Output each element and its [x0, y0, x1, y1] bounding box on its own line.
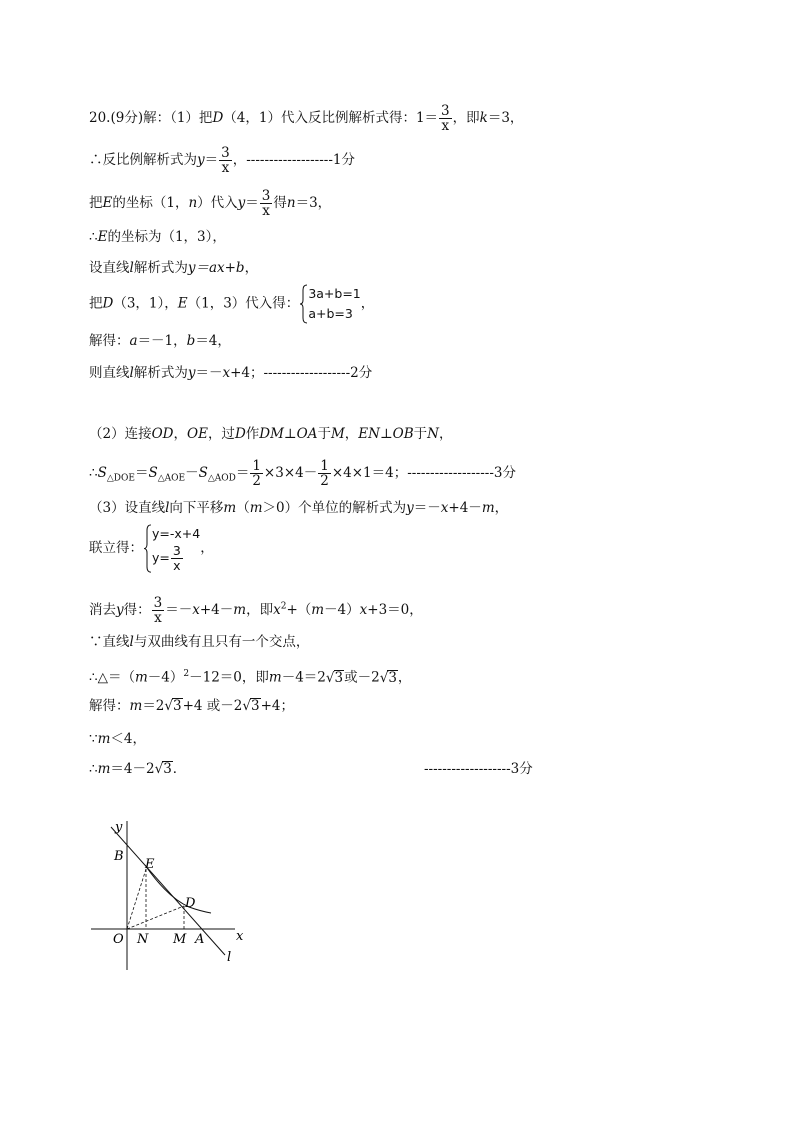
text: y= [152, 550, 170, 565]
numerator: 1 [320, 458, 329, 474]
text: 20.(9分)解：（1）把 [89, 110, 213, 126]
numerator: 3 [261, 188, 271, 204]
var-D: D [102, 295, 114, 312]
text: ⊥ [379, 426, 393, 442]
text: 消去 [89, 602, 116, 618]
solution-line-18 [89, 761, 186, 777]
segment-OD [127, 906, 184, 929]
denominator: 2 [252, 473, 261, 489]
label-A: A [195, 932, 205, 947]
var-m: m [233, 602, 247, 618]
denominator: x [154, 610, 162, 626]
var-m: m [129, 698, 143, 714]
solution-line-8 [89, 365, 372, 381]
text: +（ [286, 602, 312, 618]
equation-2 [152, 544, 200, 573]
text: 解得： [89, 698, 130, 714]
numerator: 3 [441, 103, 450, 119]
var-x: x [359, 602, 368, 618]
solution-line-5 [89, 260, 258, 276]
text: ）代入 [197, 195, 238, 211]
text: ∴ [89, 229, 98, 245]
text: （1，3）代入得： [187, 295, 300, 312]
text: ⊥ [283, 426, 297, 442]
equation-2: a+b=3 [308, 306, 353, 321]
label-x: x [236, 929, 244, 944]
var-n: n [188, 195, 198, 211]
denominator: x [262, 203, 270, 219]
solution-line-13 [89, 596, 423, 625]
text: ∴ [89, 761, 98, 777]
var-x: x [273, 602, 281, 618]
var-S: S [148, 465, 158, 481]
var-x: x [222, 365, 231, 381]
text: （3，1）， [113, 295, 178, 312]
text: ， [360, 295, 375, 312]
denominator: x [441, 118, 450, 134]
text: ， [344, 426, 359, 442]
text: ，即 [452, 110, 480, 126]
numerator: 3 [172, 543, 181, 558]
var-y: y [116, 602, 124, 618]
subscript: △DOE [106, 473, 135, 484]
text: 得 [273, 195, 287, 211]
radical-sign: √ [325, 669, 335, 686]
text: 解析式为 [133, 260, 188, 276]
text: ∵直线 [89, 634, 130, 650]
text: 解得： [89, 333, 130, 349]
text: ， [438, 426, 453, 442]
text: 向下平移 [169, 500, 224, 516]
numerator: 3 [153, 595, 163, 611]
var-l: l [129, 634, 134, 650]
solution-line-6 [89, 284, 374, 324]
text: ＝ [134, 465, 149, 481]
text: －4） [324, 602, 360, 618]
var-x: x [192, 602, 200, 618]
label-l: l [227, 950, 232, 965]
denominator: 2 [320, 473, 329, 489]
var-m: m [134, 669, 148, 686]
text: ＝3， [487, 110, 524, 126]
text: 于 [317, 426, 331, 442]
label-M: M [173, 932, 187, 947]
text: ∴△＝（ [89, 669, 135, 686]
var-y: y [197, 152, 205, 168]
solution-line-7 [89, 333, 231, 349]
text: （ [236, 500, 250, 516]
var-DM: DM [259, 426, 284, 442]
numerator: 1 [252, 458, 261, 474]
var-M: M [330, 426, 345, 442]
geometry-figure [85, 815, 255, 975]
text: 与双曲线有且只有一个交点， [133, 634, 310, 650]
var-E: E [102, 195, 113, 211]
var-E: E [177, 295, 188, 312]
solution-line-4 [89, 229, 226, 245]
subscript: △AOE [157, 473, 186, 484]
subscript: △AOD [207, 473, 236, 484]
text: ＝4－2 [110, 761, 155, 777]
text: ＝－ [413, 500, 441, 516]
text: ＞0）个单位的解析式为 [262, 500, 407, 516]
fraction [152, 596, 165, 625]
var-b: b [186, 333, 196, 349]
radicand: 3 [334, 669, 344, 686]
var-N: N [427, 426, 439, 442]
radicand: 3 [163, 761, 172, 777]
var-x: x [440, 500, 449, 516]
text: -------------------3分 [424, 761, 533, 777]
solution-line-12 [89, 524, 214, 573]
text: ×3×4－ [263, 465, 318, 481]
text: ∵ [89, 731, 98, 747]
radicand: 3 [388, 669, 397, 686]
segment-OE [127, 869, 146, 929]
var-m: m [97, 761, 111, 777]
var-S: S [198, 465, 208, 481]
radical-sign: √ [154, 761, 164, 777]
label-N: N [137, 932, 149, 947]
text: 或－2 [344, 669, 380, 686]
var-OA: OA [296, 426, 318, 442]
text: －12＝0，即 [189, 669, 269, 686]
text: ＝－ [165, 602, 193, 618]
text: +4；-------------------2分 [230, 365, 373, 381]
text: ×4×1＝4；-------------------3分 [331, 465, 516, 481]
equation-system [143, 524, 200, 573]
fraction [171, 544, 183, 573]
line-l [111, 827, 225, 955]
text: ， [200, 540, 214, 556]
radical-sign: √ [164, 698, 174, 714]
equation-1: y=-x+4 [152, 526, 201, 541]
text: ∴反比例解析式为 [89, 152, 197, 168]
text: +4； [260, 698, 294, 714]
text: ， [397, 669, 412, 686]
var-m: m [249, 500, 263, 516]
var-y: y [406, 500, 414, 516]
radical-sign: √ [379, 669, 389, 686]
text: ＝ [235, 465, 250, 481]
label-E: E [145, 857, 155, 872]
text: （4，1）代入反比例解析式得：1＝ [223, 110, 439, 126]
text: ∴ [89, 465, 98, 481]
text: （2）连接 [89, 426, 152, 442]
solution-line-10 [89, 459, 516, 488]
var-l: l [129, 365, 134, 381]
var-OE: OE [187, 426, 208, 442]
denominator: x [173, 558, 181, 573]
text: 的坐标（1， [112, 195, 189, 211]
solution-line-15 [89, 666, 411, 686]
solution-line-17 [89, 731, 146, 747]
equation: y＝ax+b [187, 260, 245, 276]
solution-line-1 [89, 104, 523, 133]
fraction [439, 104, 452, 133]
radical-sign: √ [242, 698, 251, 714]
solution-line-11 [89, 500, 508, 516]
superscript: 2 [183, 669, 190, 679]
text: ， [244, 260, 259, 276]
text: +3＝0， [367, 602, 423, 618]
text: ＜4， [110, 731, 146, 747]
fraction [219, 146, 232, 175]
text: 的坐标为（1，3）， [107, 229, 226, 245]
var-D: D [212, 110, 224, 126]
text: 作 [245, 426, 260, 442]
text: 把 [89, 295, 103, 312]
var-a: a [129, 333, 138, 349]
score-mark [424, 761, 533, 777]
brace-icon [299, 284, 308, 324]
fraction [318, 459, 331, 488]
var-k: k [479, 110, 488, 126]
text: 得： [123, 602, 151, 618]
text: ＝2 [142, 698, 165, 714]
numerator: 3 [221, 145, 230, 161]
solution-line-14 [89, 634, 309, 650]
text: 设直线 [89, 260, 130, 276]
label-D: D [185, 896, 196, 911]
text: +4 或－2 [182, 698, 243, 714]
superscript: 2 [280, 601, 287, 612]
text: +4－ [199, 602, 234, 618]
text: ， [173, 426, 187, 442]
text: 把 [89, 195, 103, 211]
var-m: m [223, 500, 237, 516]
text: ＝－1， [137, 333, 187, 349]
solution-line-3 [89, 189, 331, 218]
text: 解析式为 [133, 365, 188, 381]
fraction [260, 189, 273, 218]
var-OD: OD [151, 426, 174, 442]
var-y: y [187, 365, 196, 381]
solution-line-2 [89, 146, 355, 175]
var-n: n [286, 195, 296, 211]
text: －4＝2 [281, 669, 326, 686]
var-m: m [311, 602, 325, 618]
equation-1: 3a+b=1 [308, 286, 361, 301]
text: ，-------------------1分 [232, 152, 355, 168]
var-l: l [165, 500, 170, 516]
text: ＝－ [195, 365, 223, 381]
fraction [250, 459, 263, 488]
text: ＝ [204, 152, 219, 168]
radicand: 3 [251, 698, 260, 714]
hyperbola-curve [145, 865, 211, 913]
var-OB: OB [392, 426, 414, 442]
text: ，过 [207, 426, 235, 442]
text: ＝3， [295, 195, 332, 211]
text: 联立得： [89, 540, 143, 556]
text: ＝ [245, 195, 259, 211]
var-m: m [268, 669, 282, 686]
solution-line-9 [89, 426, 452, 442]
var-D: D [234, 426, 246, 442]
text: ， [494, 500, 509, 516]
solution-line-16 [89, 698, 294, 714]
text: 则直线 [89, 365, 130, 381]
text: （3）设直线 [89, 500, 166, 516]
label-B: B [114, 849, 124, 864]
var-l: l [129, 260, 134, 276]
var-m: m [97, 731, 111, 747]
label-y: y [115, 820, 123, 835]
text: ＝4， [195, 333, 231, 349]
label-O: O [113, 932, 124, 947]
text: +4－ [448, 500, 482, 516]
text: ，即 [246, 602, 274, 618]
var-S: S [97, 465, 107, 481]
radicand: 3 [173, 698, 182, 714]
text: －4） [147, 669, 184, 686]
equation-system [299, 284, 360, 324]
text: ． [172, 761, 187, 777]
text: 于 [413, 426, 428, 442]
var-EN: EN [358, 426, 380, 442]
var-y: y [237, 195, 246, 211]
brace-icon [143, 524, 152, 573]
var-m: m [481, 500, 495, 516]
text: － [185, 465, 199, 481]
var-E: E [97, 229, 108, 245]
denominator: x [221, 160, 230, 176]
